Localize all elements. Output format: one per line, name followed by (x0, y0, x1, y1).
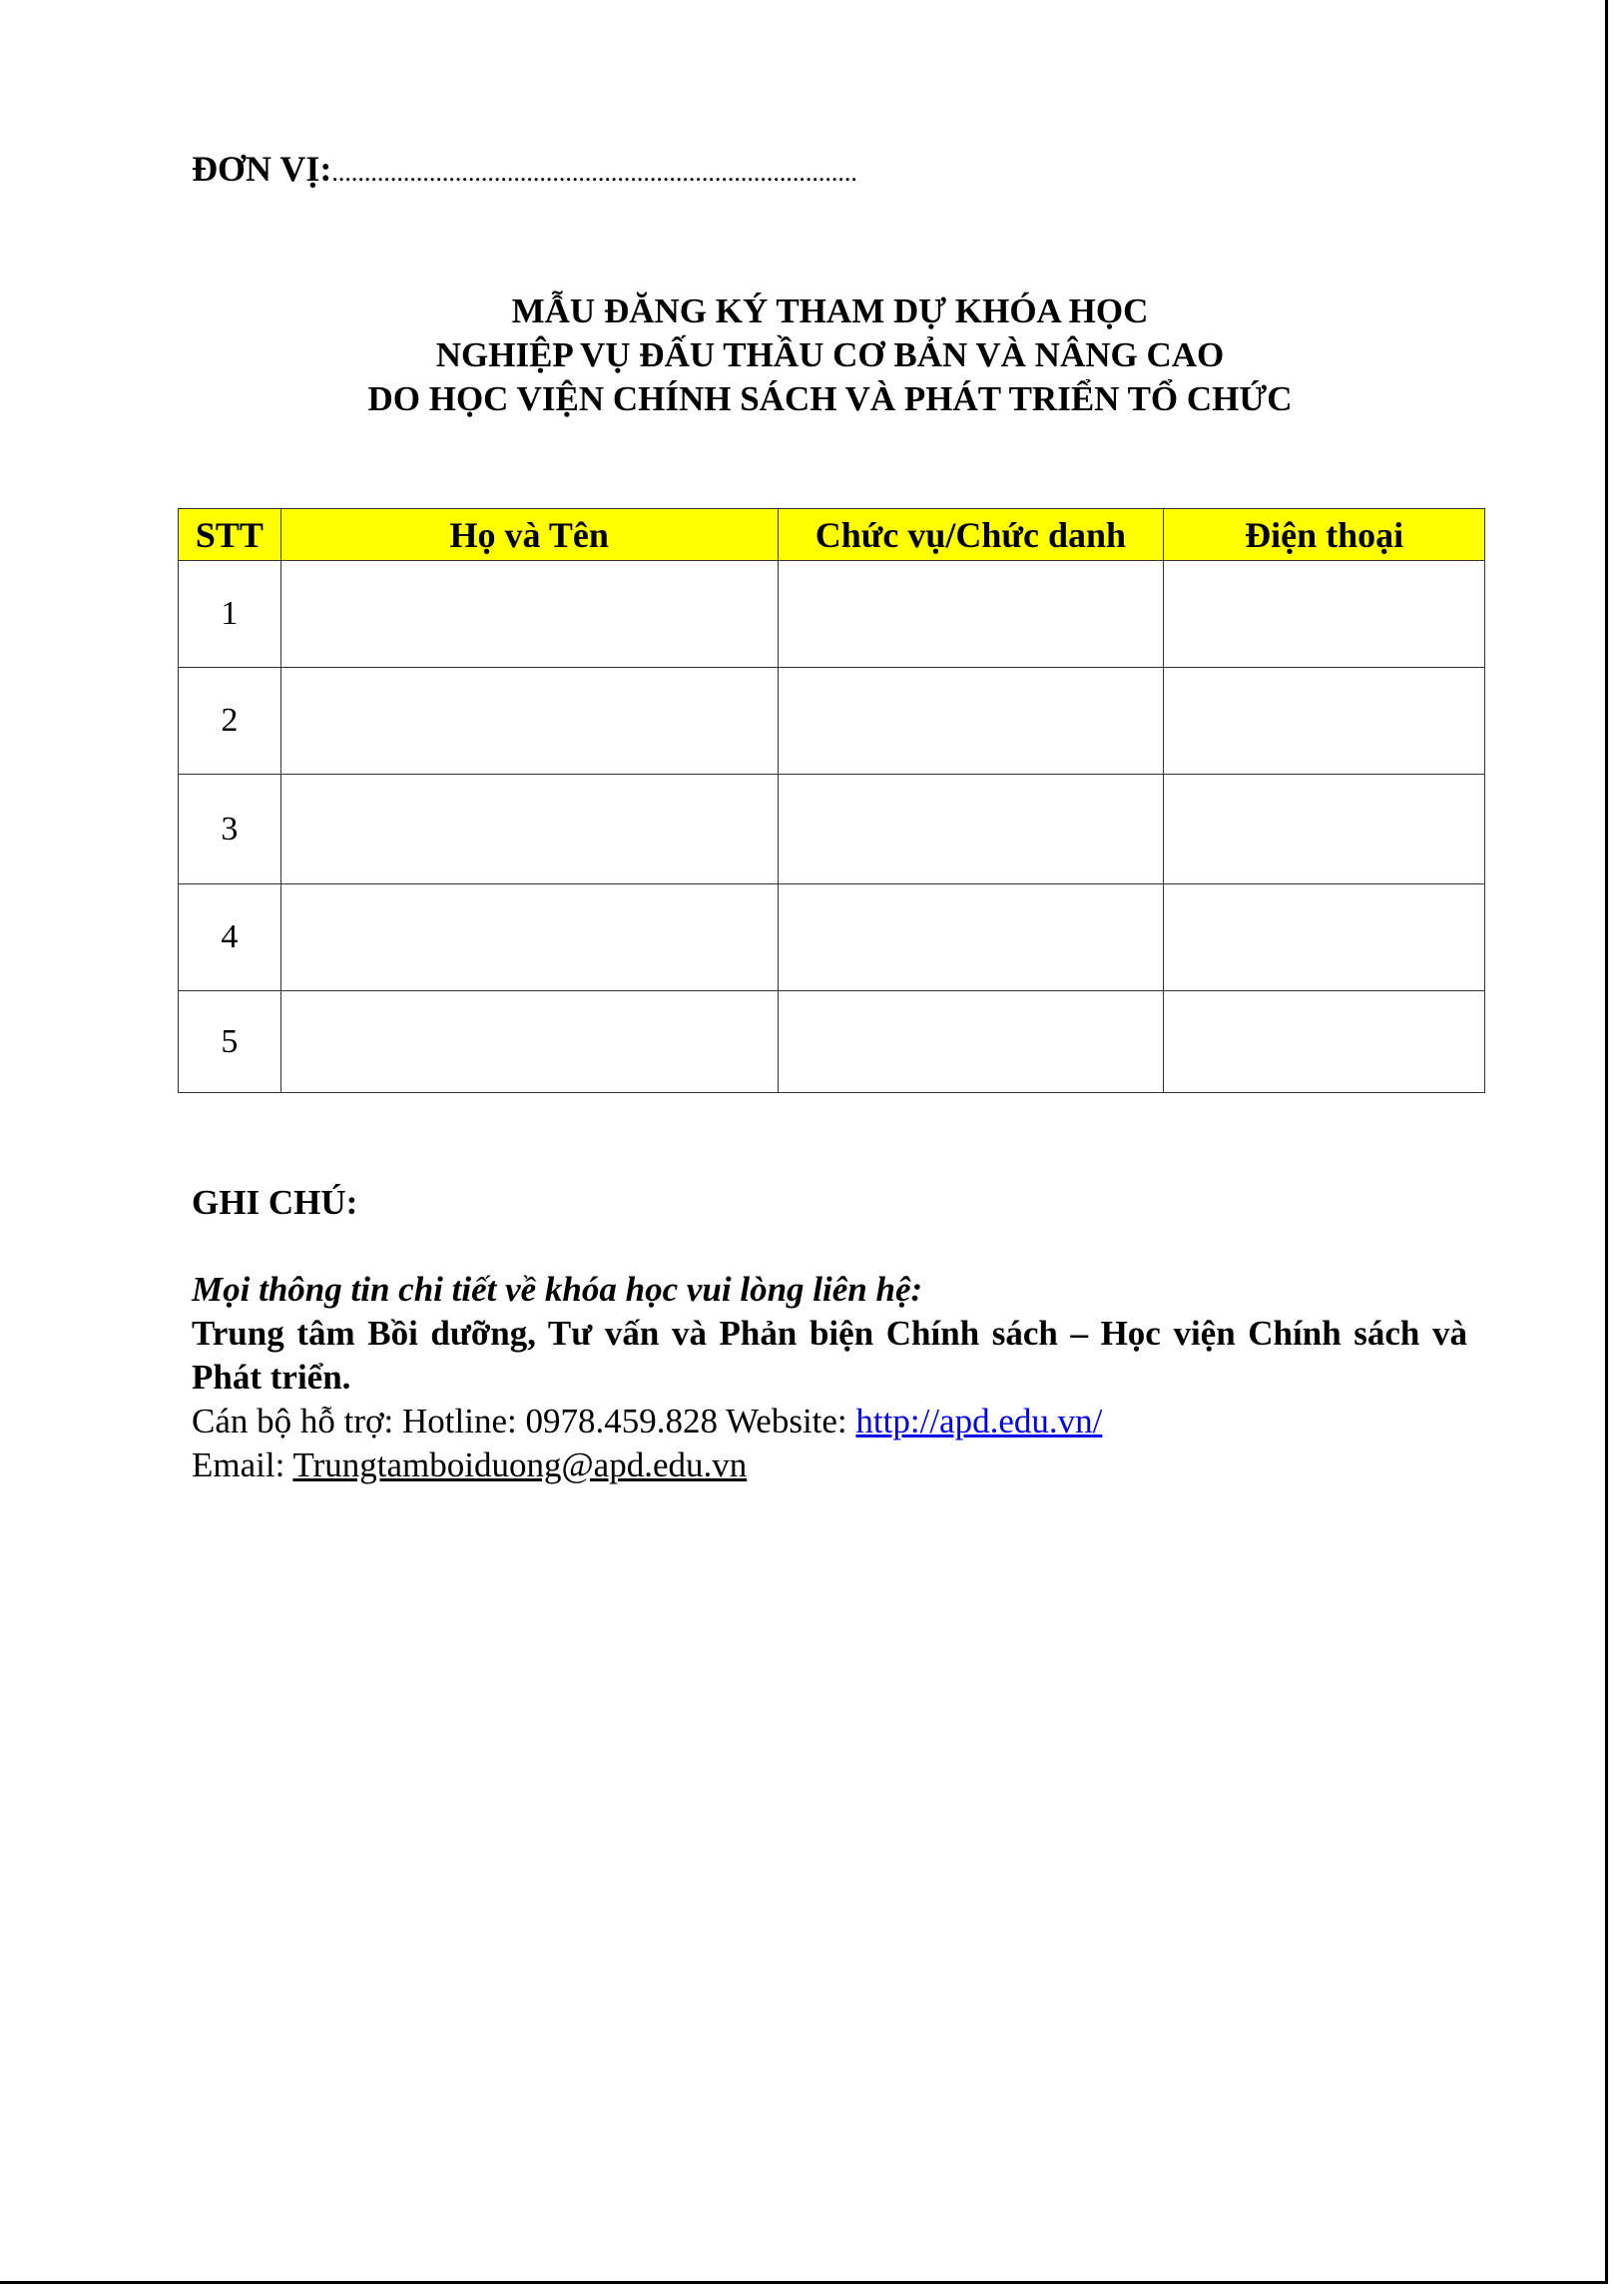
email-address[interactable]: Trungtamboiduong@apd.edu.vn (292, 1445, 748, 1484)
position-cell[interactable] (778, 561, 1164, 668)
position-cell[interactable] (778, 991, 1164, 1093)
table-row (179, 561, 1485, 668)
name-cell[interactable] (280, 884, 778, 991)
document-title (0, 289, 1624, 421)
title-line-1: MẪU ĐĂNG KÝ THAM DỰ KHÓA HỌC (511, 291, 1149, 330)
position-cell[interactable] (778, 775, 1164, 884)
unit-field (192, 148, 857, 190)
phone-cell[interactable] (1164, 775, 1485, 884)
column-header-stt: STT (179, 509, 281, 561)
website-link[interactable]: http://apd.edu.vn/ (855, 1402, 1103, 1440)
notes-heading: GHI CHÚ: (192, 1183, 358, 1222)
email-prefix: Email: (192, 1445, 293, 1484)
name-cell[interactable] (280, 668, 778, 775)
row-number: 3 (179, 775, 281, 884)
position-cell[interactable] (778, 668, 1164, 775)
table-header-row (179, 509, 1485, 561)
unit-fill-dots: ................................................................................. (331, 158, 857, 187)
phone-cell[interactable] (1164, 668, 1485, 775)
row-number: 2 (179, 668, 281, 775)
name-cell[interactable] (280, 991, 778, 1093)
center-name: Trung tâm Bồi dưỡng, Tư vấn và Phản biện Chính sách – Học viện Chính sách và Phát triển. (192, 1314, 1467, 1397)
email-line (192, 1443, 1467, 1487)
name-cell[interactable] (280, 775, 778, 884)
support-line (192, 1400, 1467, 1443)
table-row (179, 991, 1485, 1093)
title-line-2: NGHIỆP VỤ ĐẤU THẦU CƠ BẢN VÀ NÂNG CAO (435, 335, 1225, 374)
table-row (179, 884, 1485, 991)
column-header-name: Họ và Tên (280, 509, 778, 561)
table-row (179, 775, 1485, 884)
row-number: 4 (179, 884, 281, 991)
support-prefix: Cán bộ hỗ trợ: Hotline: 0978.459.828 Website: (192, 1402, 856, 1440)
registration-table (178, 508, 1485, 1093)
row-number: 5 (179, 991, 281, 1093)
unit-label: ĐƠN VỊ: (192, 149, 332, 189)
position-cell[interactable] (778, 884, 1164, 991)
table-row (179, 668, 1485, 775)
column-header-position: Chức vụ/Chức danh (778, 509, 1164, 561)
contact-intro: Mọi thông tin chi tiết về khóa học vui lòng liên hệ: (192, 1270, 923, 1309)
phone-cell[interactable] (1164, 991, 1485, 1093)
notes-section (192, 1181, 1467, 1487)
title-line-3: DO HỌC VIỆN CHÍNH SÁCH VÀ PHÁT TRIỂN TỔ CHỨC (367, 379, 1293, 418)
row-number: 1 (179, 561, 281, 668)
phone-cell[interactable] (1164, 561, 1485, 668)
phone-cell[interactable] (1164, 884, 1485, 991)
name-cell[interactable] (280, 561, 778, 668)
column-header-phone: Điện thoại (1164, 509, 1485, 561)
